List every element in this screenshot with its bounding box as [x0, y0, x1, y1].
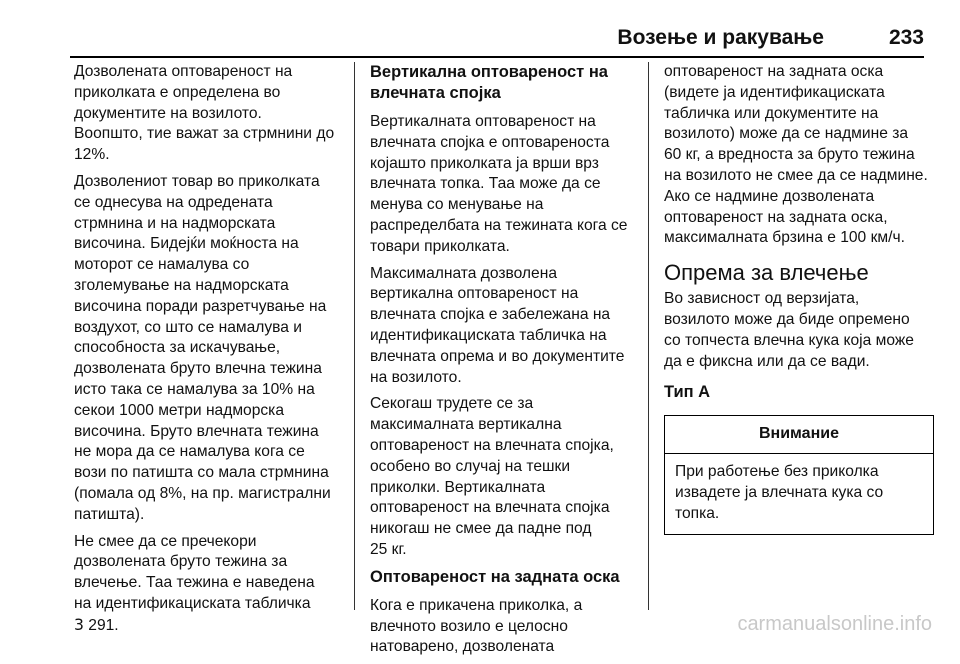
watermark: carmanualsonline.info — [737, 613, 932, 635]
paragraph: Секогаш трудете се за максималната вертикална оптовареност на влечната спојка, особено во случај на тешки приколки. Вертикалната оптовареност на влечната спојка никогаш не смее да падне под 25 кг. — [370, 395, 614, 558]
paragraph: Максималната дозволена вертикална оптовареност на влечната спојка е забележана на идентификациската табличка на влечната опрема и во документите на возилото. — [370, 264, 625, 386]
page-reference-link[interactable] — [74, 617, 119, 634]
paragraph-text: Не смее да се пречекори дозволената бруто тежина за влечење. Таа тежина е наведена на идентификациската табличка — [74, 532, 315, 612]
column-2 — [370, 62, 640, 664]
paragraph: Вертикалната оптовареност на влечната спојка е оптовареноста којашто приколката ја врши врз влечната топка. Таа може да се менува со менување на распределбата на тежината кога се товари приколката. — [370, 113, 628, 255]
page-number: 233 — [888, 26, 924, 49]
subsection-heading: Тип А — [664, 383, 711, 402]
column-1 — [74, 62, 344, 643]
paragraph: Кога е прикачена приколка, а влечното возило е целосно натоварено, дозволената — [370, 596, 583, 656]
column-divider — [648, 62, 649, 610]
column-divider — [354, 62, 355, 610]
paragraph: Во зависност од верзијата, возилото може да биде опремено со топчеста влечна кука која може да е фиксна или да се вади. — [664, 290, 914, 370]
caution-text: При работење без приколка извадете ја влечната кука со топка. — [675, 462, 884, 522]
paragraph — [74, 532, 344, 637]
reference-page: 291. — [88, 616, 119, 634]
header-title: Возење и ракување — [617, 26, 824, 49]
section-title: Опрема за влечење — [664, 260, 869, 286]
reference-arrow-icon: 3 — [74, 615, 84, 634]
paragraph: Дозволениот товар во приколката се однесува на одредената стрмнина и на надморската височина. Бидејќи моќноста на моторот се намалува со зголемување на надморската височина поради разретчување на воздухот, со што се намалува и способноста за искачување, дозволената бруто влечна тежина исто така се намалува за 10% на секои 1000 метри надморска височина. Бруто влечната тежина не мора да се намалува кога се вози по патишта со мала стрмнина (помала од 8%, на пр. магистрални патишта). — [74, 172, 331, 523]
page-header — [70, 18, 924, 58]
caution-title: Внимание — [665, 416, 933, 454]
section-heading: Вертикална оптовареност на влечната спојка — [370, 63, 608, 102]
caution-box — [664, 415, 934, 535]
section-heading: Оптовареност на задната оска — [370, 567, 620, 586]
column-3 — [664, 62, 934, 535]
paragraph: оптовареност на задната оска (видете ја идентификациската табличка или документите на возилото) може да се надмине за 60 кг, а вредноста за бруто тежина на возилото не смее да се надмине. Ако се надмине дозволената оптовареност на задната оска, максималната брзина е 100 км/ч. — [664, 63, 928, 247]
paragraph: Дозволената оптовареност на приколката е определена во документите на возилото. Воопшто, тие важат за стрмнини до 12%. — [74, 63, 335, 164]
